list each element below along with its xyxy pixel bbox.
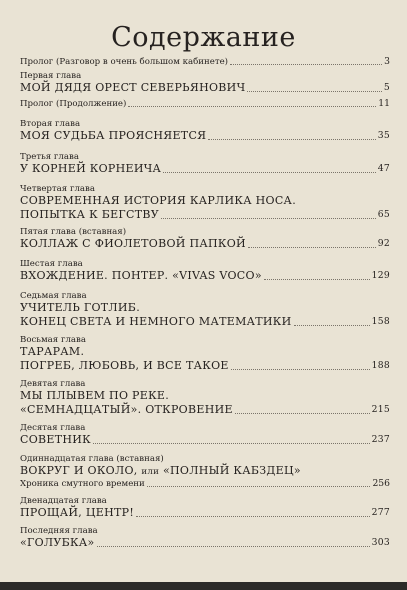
page-number: 215 [371,404,390,415]
dot-leader [231,369,370,370]
entry-title: ПРОЩАЙ, ЦЕНТР! [20,506,135,519]
dot-leader [248,247,376,248]
chapter-label: Последняя глава [20,526,98,536]
toc-entry-chapter-6 [20,259,390,283]
toc-entry-chapter-5 [20,227,390,251]
entry-title-part-1: ВОКРУГ И ОКОЛО, [20,464,138,477]
toc-entry-chapter-1 [20,71,390,95]
entry-title-line-2: «СЕМНАДЦАТЫЙ». ОТКРОВЕНИЕ [20,403,233,416]
page-title: Содержание [111,22,296,53]
entry-title: «ГОЛУБКА» [20,536,95,549]
page-number: 11 [378,98,390,109]
entry-title: МОЯ СУДЬБА ПРОЯСНЯЕТСЯ [20,129,207,142]
toc-entry-prologue-continued [20,98,390,110]
page-number: 237 [371,434,390,445]
entry-title-line-1: МЫ ПЛЫВЕМ ПО РЕКЕ. [20,389,170,402]
entry-title-connector: или [141,467,160,477]
page-number: 5 [383,82,390,93]
chapter-label: Десятая глава [20,423,86,433]
page-number: 129 [371,270,390,281]
entry-title-line-2: ПОПЫТКА К БЕГСТВУ [20,208,159,221]
entry-title: ВХОЖДЕНИЕ. ПОНТЕР. «VIVAS VOCO» [20,269,262,282]
toc-entry-chapter-8 [20,335,390,373]
toc-entry-chapter-10 [20,423,390,447]
dot-leader [147,486,371,487]
dot-leader [264,279,370,280]
chapter-label: Седьмая глава [20,291,87,301]
entry-title-line-1: УЧИТЕЛЬ ГОТЛИБ. [20,301,140,314]
toc-entry-chapter-2 [20,119,390,143]
page-number: 158 [371,316,390,327]
toc-entry-chapter-3 [20,152,390,176]
dot-leader [247,91,381,92]
dot-leader [136,516,370,517]
page-number: 65 [377,209,390,220]
chapter-label: Восьмая глава [20,335,86,345]
page-number: 256 [372,478,390,489]
page-number: 47 [377,163,390,174]
chapter-label: Первая глава [20,71,82,81]
entry-title-line-2: ПОГРЕБ, ЛЮБОВЬ, И ВСЕ ТАКОЕ [20,359,229,372]
toc-entry-chapter-7 [20,291,390,329]
entry-title-line-1: СОВРЕМЕННАЯ ИСТОРИЯ КАРЛИКА НОСА. [20,194,296,207]
entry-title: Пролог (Продолжение) [20,99,127,109]
dot-leader [163,172,376,173]
dot-leader [97,546,370,547]
dot-leader [208,139,375,140]
chapter-label: Шестая глава [20,259,83,269]
chapter-label: Двенадцатая глава [20,496,107,506]
page-bottom-edge [0,582,407,590]
page-number: 303 [371,537,390,548]
entry-title-part-2: «ПОЛНЫЙ КАБЗДЕЦ» [163,464,301,477]
page-number: 188 [371,360,390,371]
toc-entry-chapter-9 [20,379,390,417]
page-number: 3 [384,56,390,67]
chapter-label: Девятая глава [20,379,86,389]
table-of-contents [20,56,390,550]
toc-entry-chapter-4 [20,184,390,222]
dot-leader [294,325,370,326]
chapter-label: Четвертая глава [20,184,95,194]
chapter-label: Третья глава [20,152,79,162]
entry-title: Пролог (Разговор в очень большом кабинете) [20,57,229,67]
dot-leader [230,64,382,65]
toc-entry-prologue [20,56,390,68]
toc-entry-chapter-12 [20,496,390,520]
toc-entry-chapter-11 [20,454,390,490]
page-number: 92 [377,238,390,249]
dot-leader [128,106,376,107]
entry-title-line-1: ТАРАРАМ. [20,345,85,358]
entry-title-line-2: КОНЕЦ СВЕТА И НЕМНОГО МАТЕМАТИКИ [20,315,292,328]
toc-entry-last-chapter [20,526,390,550]
chapter-label: Одиннадцатая глава (вставная) [20,454,164,464]
dot-leader [235,413,370,414]
entry-title: КОЛЛАЖ С ФИОЛЕТОВОЙ ПАПКОЙ [20,237,246,250]
chapter-label: Вторая глава [20,119,81,129]
page-number: 277 [371,507,390,518]
entry-title: СОВЕТНИК [20,433,91,446]
page-number: 35 [377,130,390,141]
entry-title: У КОРНЕЙ КОРНЕИЧА [20,162,162,175]
chapter-label: Пятая глава (вставная) [20,227,127,237]
dot-leader [93,443,370,444]
entry-title [20,464,390,478]
entry-title: МОЙ ДЯДЯ ОРЕСТ СЕВЕРЬЯНОВИЧ [20,81,246,94]
dot-leader [161,218,376,219]
entry-subtitle: Хроника смутного времени [20,479,145,489]
